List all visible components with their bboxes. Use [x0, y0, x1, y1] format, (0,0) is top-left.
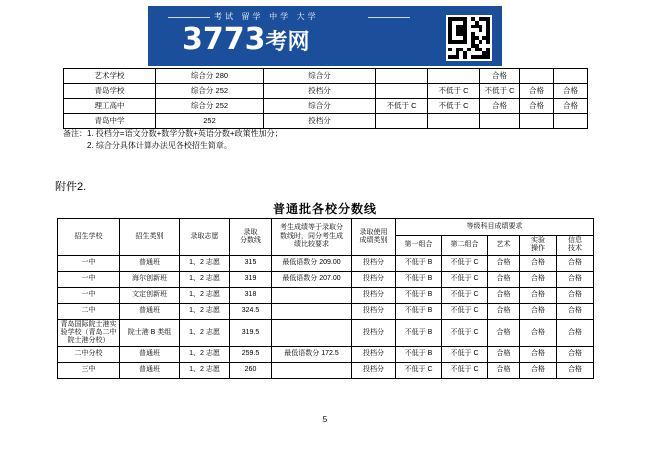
- th-school: 招生学校: [58, 219, 120, 256]
- cell-enroll-type: 院士港 B 类组: [120, 319, 180, 346]
- cell-score-used: 投档分: [352, 255, 396, 271]
- cell-enroll-type: 普通班: [120, 303, 180, 319]
- cell-group2: 不低于 C: [442, 255, 488, 271]
- th-grade-group: 等级科目成绩要求: [396, 219, 594, 236]
- th-score-line: 录取 分数线: [230, 219, 272, 256]
- cell-score-used: 投档分: [352, 362, 396, 378]
- cell-experiment: 合格: [520, 303, 557, 319]
- table-row: [58, 287, 594, 303]
- site-banner: [148, 6, 502, 66]
- table-cell: 合格: [480, 69, 520, 84]
- cell-experiment: 合格: [520, 346, 557, 362]
- cell-info-tech: 合格: [557, 319, 594, 346]
- th-group2: 第二组合: [442, 236, 488, 256]
- school-score-table: [57, 218, 593, 379]
- cell-group2: 不低于 C: [442, 319, 488, 346]
- banner-tagline: 考试 留学 中学 大学: [214, 12, 319, 21]
- cell-art: 合格: [488, 346, 520, 362]
- table-cell: [376, 114, 428, 129]
- th-art: 艺术: [488, 236, 520, 256]
- table-cell: 综合分: [264, 99, 376, 114]
- table-cell: 综合分 252: [156, 99, 264, 114]
- qr-code-icon: [446, 15, 492, 61]
- cell-same-score: [272, 303, 352, 319]
- cell-school: 三中: [58, 362, 120, 378]
- cell-school: 一中: [58, 255, 120, 271]
- cell-score-used: 投档分: [352, 303, 396, 319]
- main-table-head: [58, 219, 594, 256]
- cell-score-line: 315: [230, 255, 272, 271]
- cell-volunteer: 1、2 志愿: [180, 319, 230, 346]
- cell-volunteer: 1、2 志愿: [180, 255, 230, 271]
- table-cell: 不低于 C: [480, 84, 520, 99]
- cell-same-score: 最低语数分 209.00: [272, 255, 352, 271]
- table-row: [64, 114, 588, 129]
- table-row: [58, 346, 594, 362]
- cell-score-line: 259.5: [230, 346, 272, 362]
- cell-enroll-type: 普通班: [120, 362, 180, 378]
- cell-art: 合格: [488, 362, 520, 378]
- cell-art: 合格: [488, 319, 520, 346]
- table-cell: 艺术学校: [64, 69, 156, 84]
- th-volunteer: 录取志愿: [180, 219, 230, 256]
- attachment-label: 附件2.: [55, 181, 87, 193]
- table-cell: 综合分: [264, 69, 376, 84]
- table-row: [64, 99, 588, 114]
- cell-score-used: 投档分: [352, 346, 396, 362]
- table-cell: 综合分 280: [156, 69, 264, 84]
- table-cell: [428, 114, 480, 129]
- cell-group1: 不低于 B: [396, 303, 442, 319]
- table-cell: 不低于 C: [428, 99, 480, 114]
- table-row: [58, 255, 594, 271]
- table-cell: [480, 114, 520, 129]
- cell-volunteer: 1、2 志愿: [180, 303, 230, 319]
- top-table: [63, 68, 588, 129]
- table-row: [58, 303, 594, 319]
- table-cell: [520, 114, 554, 129]
- cell-enroll-type: 普通班: [120, 346, 180, 362]
- cell-experiment: 合格: [520, 287, 557, 303]
- table-cell: [376, 69, 428, 84]
- table-cell: 不低于 C: [376, 99, 428, 114]
- cell-group2: 不低于 C: [442, 346, 488, 362]
- cell-info-tech: 合格: [557, 255, 594, 271]
- th-same-score: 考生成绩等于录取分 数线时，同分考生成 绩比较要求: [272, 219, 352, 256]
- table-notes: [63, 128, 587, 152]
- page-title: 普通批各校分数线: [272, 202, 377, 216]
- cell-volunteer: 1、2 志愿: [180, 271, 230, 287]
- cell-school: 一中: [58, 271, 120, 287]
- cell-info-tech: 合格: [557, 346, 594, 362]
- th-experiment: 实验 操作: [520, 236, 557, 256]
- cell-art: 合格: [488, 287, 520, 303]
- table-row: [64, 84, 588, 99]
- table-cell: 合格: [554, 84, 588, 99]
- page-number: 5: [322, 415, 328, 424]
- table-cell: 理工高中: [64, 99, 156, 114]
- cell-score-line: 318: [230, 287, 272, 303]
- cell-group1: 不低于 C: [396, 362, 442, 378]
- cell-group1: 不低于 B: [396, 319, 442, 346]
- table-cell: [554, 69, 588, 84]
- cell-info-tech: 合格: [557, 303, 594, 319]
- table-row: [58, 271, 594, 287]
- cell-enroll-type: 海尔创新班: [120, 271, 180, 287]
- cell-school: 一中: [58, 287, 120, 303]
- cell-score-line: 324.5: [230, 303, 272, 319]
- cell-score-used: 投档分: [352, 319, 396, 346]
- table-cell: 综合分 252: [156, 84, 264, 99]
- cell-score-line: 260: [230, 362, 272, 378]
- cell-enroll-type: 文定创新班: [120, 287, 180, 303]
- cell-group2: 不低于 C: [442, 303, 488, 319]
- table-cell: 投档分: [264, 84, 376, 99]
- cell-same-score: 最低语数分 207.00: [272, 271, 352, 287]
- th-info-tech: 信息 技术: [557, 236, 594, 256]
- note-line-1: 备注：1. 投档分=语文分数+数学分数+英语分数+政策性加分；: [63, 129, 283, 138]
- cell-score-line: 319: [230, 271, 272, 287]
- cell-info-tech: 合格: [557, 287, 594, 303]
- cell-group2: 不低于 C: [442, 362, 488, 378]
- logo-text: 考网: [265, 29, 310, 54]
- table-cell: [428, 69, 480, 84]
- table-cell: 252: [156, 114, 264, 129]
- cell-volunteer: 1、2 志愿: [180, 287, 230, 303]
- th-group1: 第一组合: [396, 236, 442, 256]
- tagline-rule-right: [368, 17, 410, 18]
- cell-score-used: 投档分: [352, 287, 396, 303]
- table-cell: [554, 114, 588, 129]
- cell-experiment: 合格: [520, 319, 557, 346]
- cell-experiment: 合格: [520, 271, 557, 287]
- header-row-1: [58, 219, 594, 236]
- table-cell: 合格: [480, 99, 520, 114]
- note-line-2: 2. 综合分具体计算办法见各校招生简章。: [87, 141, 232, 150]
- cell-enroll-type: 普通班: [120, 255, 180, 271]
- cell-art: 合格: [488, 303, 520, 319]
- cell-same-score: [272, 287, 352, 303]
- table-cell: 合格: [520, 99, 554, 114]
- table-cell: [520, 69, 554, 84]
- table-cell: [376, 84, 428, 99]
- cell-art: 合格: [488, 271, 520, 287]
- table-cell: 不低于 C: [428, 84, 480, 99]
- table-cell: 合格: [554, 99, 588, 114]
- cell-group1: 不低于 B: [396, 271, 442, 287]
- th-enroll-type: 招生类别: [120, 219, 180, 256]
- cell-school: 二中分校: [58, 346, 120, 362]
- cell-score-line: 319.5: [230, 319, 272, 346]
- th-score-used: 录取使用 成绩类别: [352, 219, 396, 256]
- main-table-body: [58, 255, 594, 378]
- cell-same-score: 最低语数分 172.5: [272, 346, 352, 362]
- cell-school: 二中: [58, 303, 120, 319]
- main-table: [57, 218, 594, 379]
- cell-group1: 不低于 B: [396, 287, 442, 303]
- table-cell: 青岛中学: [64, 114, 156, 129]
- cell-info-tech: 合格: [557, 362, 594, 378]
- logo-number: 3773: [182, 22, 266, 57]
- cell-same-score: [272, 362, 352, 378]
- continued-score-table: [63, 68, 587, 129]
- cell-group1: 不低于 B: [396, 255, 442, 271]
- cell-info-tech: 合格: [557, 271, 594, 287]
- cell-volunteer: 1、2 志愿: [180, 346, 230, 362]
- table-row: [58, 319, 594, 346]
- table-row: [58, 362, 594, 378]
- table-row: [64, 69, 588, 84]
- tagline-rule-left: [168, 17, 210, 18]
- cell-school: 青岛国际院士港实验学校（青岛二中院士港分校）: [58, 319, 120, 346]
- cell-volunteer: 1、2 志愿: [180, 362, 230, 378]
- table-cell: 青岛学校: [64, 84, 156, 99]
- cell-experiment: 合格: [520, 255, 557, 271]
- cell-group1: 不低于 B: [396, 346, 442, 362]
- table-cell: 投档分: [264, 114, 376, 129]
- cell-art: 合格: [488, 255, 520, 271]
- cell-group2: 不低于 C: [442, 271, 488, 287]
- cell-group2: 不低于 C: [442, 287, 488, 303]
- cell-experiment: 合格: [520, 362, 557, 378]
- site-logo: [182, 22, 310, 57]
- cell-score-used: 投档分: [352, 271, 396, 287]
- cell-same-score: [272, 319, 352, 346]
- table-cell: 合格: [520, 84, 554, 99]
